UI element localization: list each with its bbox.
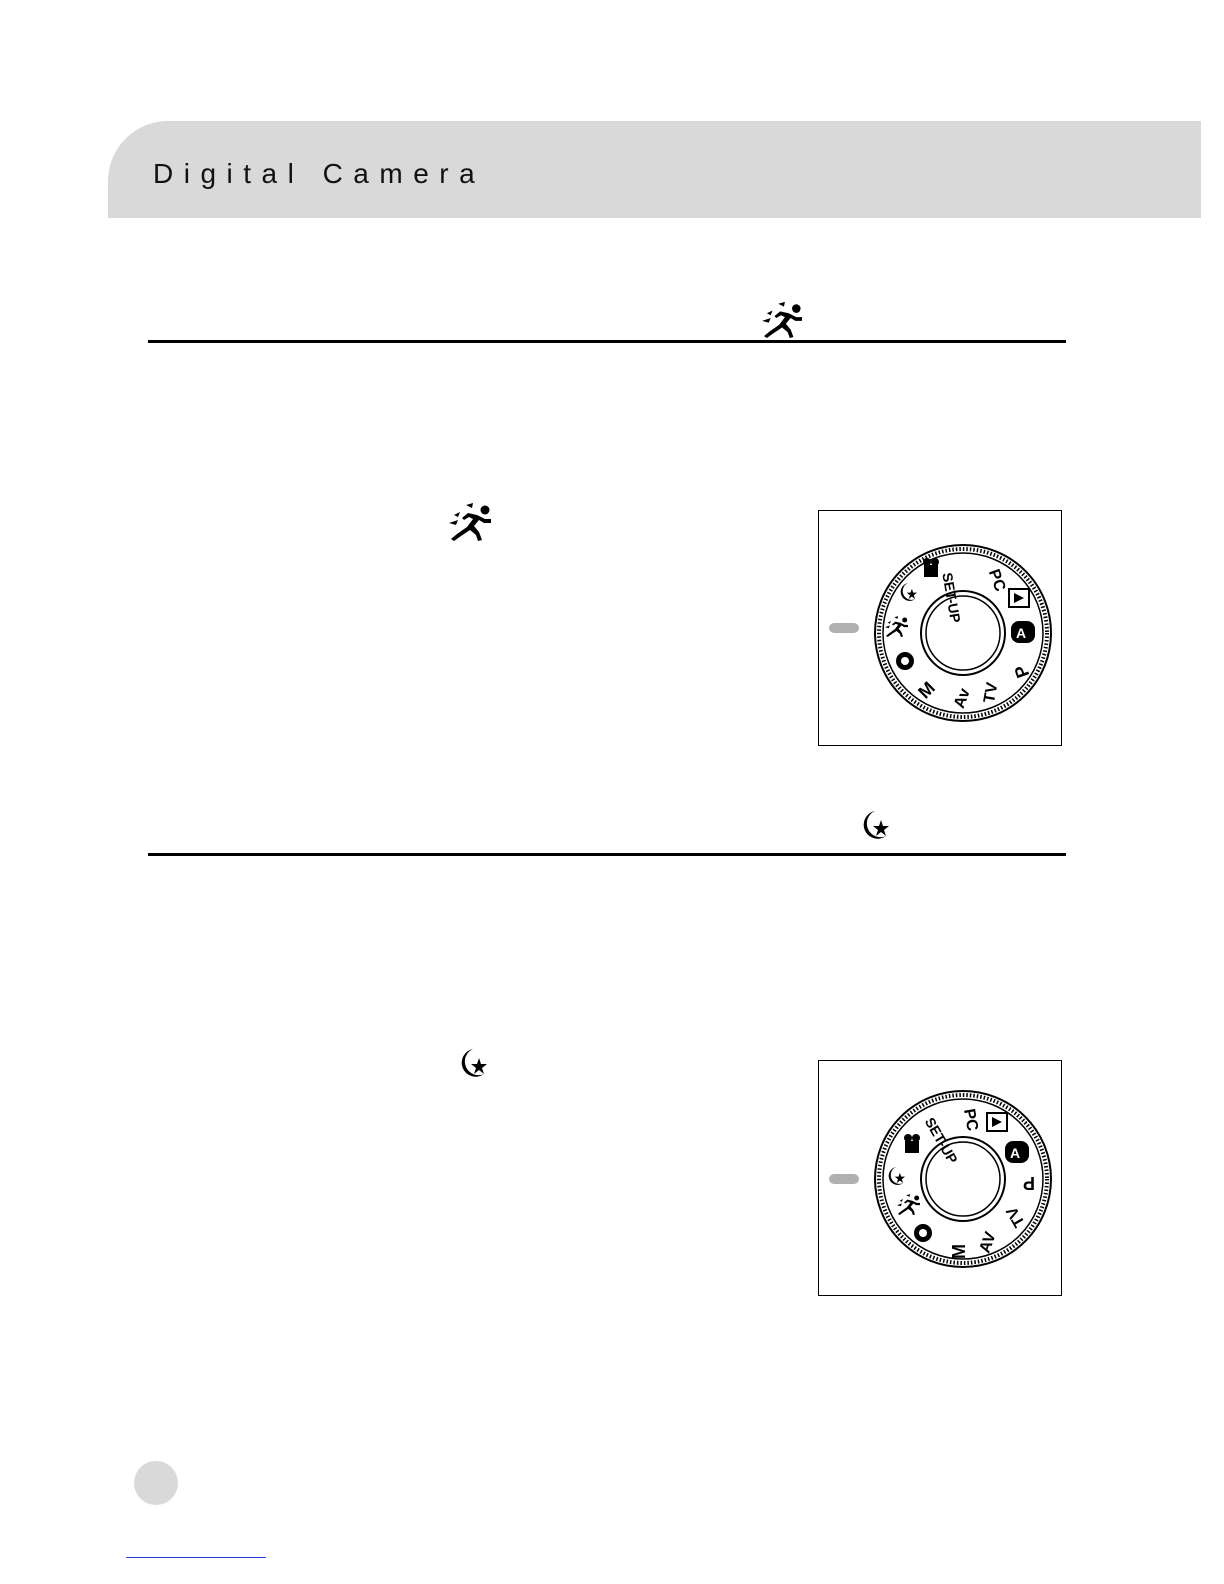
dial-pointer [829,1174,859,1184]
page-number-badge [134,1461,178,1505]
footer-link-underline[interactable] [126,1557,266,1558]
mode-dial-illustration [818,1060,1062,1296]
section-divider [148,340,1066,343]
svg-text:A: A [1016,625,1027,641]
dial-label: P [1022,1173,1035,1193]
dial-label: SET-UP [921,1114,961,1167]
dial-label: TV [1003,1203,1029,1230]
dial-label: Av [951,686,974,711]
mode-dial-night [819,1061,1063,1297]
svg-text:A: A [1010,1145,1021,1161]
dial-label: AV [976,1229,1000,1256]
dial-label: TV [981,681,1002,705]
dial-label: PC [960,1107,981,1133]
sport-mode-runner-icon [446,501,496,541]
page-header-title: Digital Camera [153,158,486,189]
dial-label: PC [984,567,1009,594]
sport-mode-runner-icon [758,300,808,338]
night-scene-moon-star-icon [858,808,892,842]
dial-pointer [829,623,859,633]
section-divider [148,853,1066,856]
dial-label: M [949,1244,969,1259]
dial-label: M [914,677,939,703]
mode-dial-illustration [818,510,1062,746]
dial-label: SET-UP [939,571,964,624]
night-scene-moon-star-icon [456,1046,490,1080]
dial-label: P [1010,662,1034,681]
mode-dial-sport [819,511,1063,747]
